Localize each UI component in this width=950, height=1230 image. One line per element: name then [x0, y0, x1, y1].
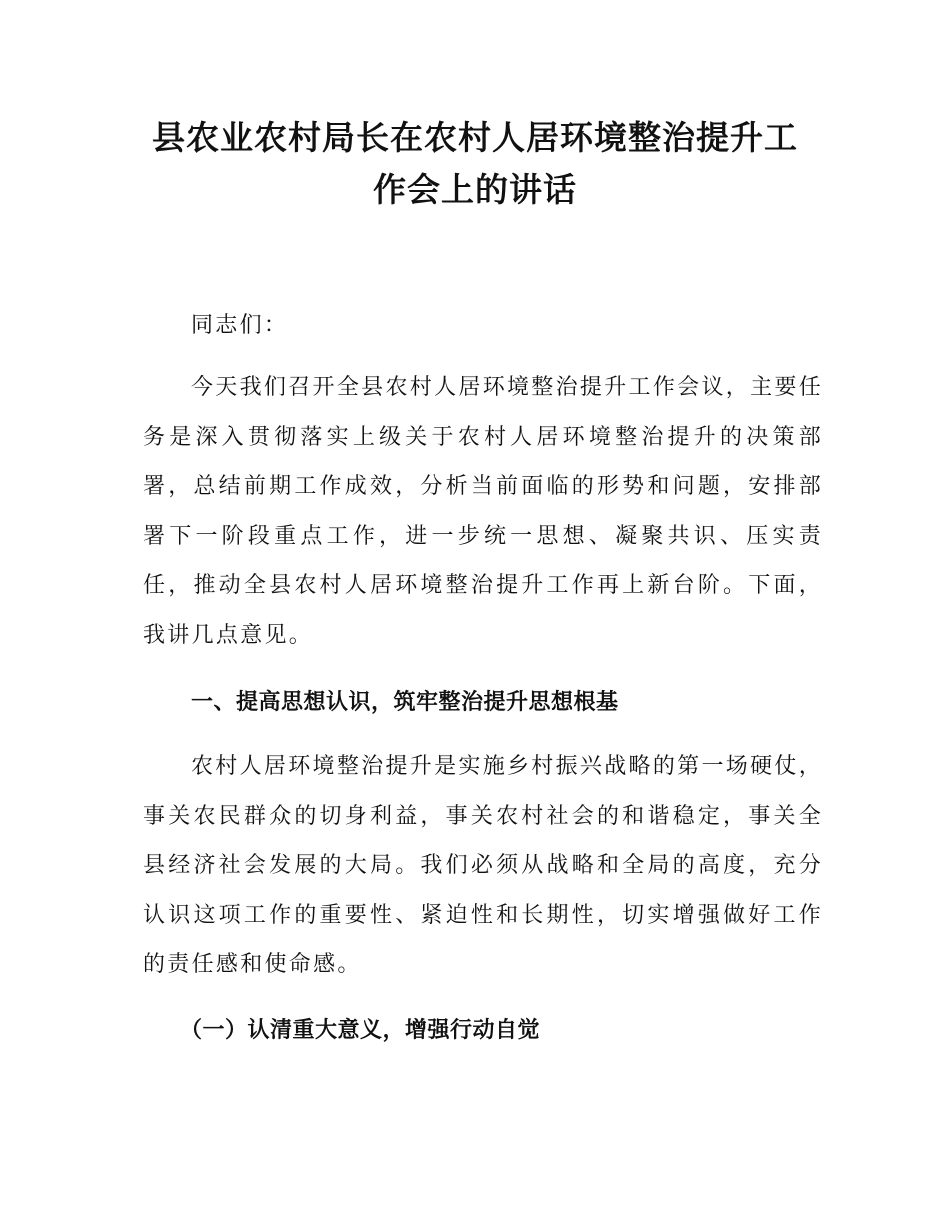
subsection-1-heading: （一）认清重大意义，增强行动自觉 [180, 1018, 541, 1043]
intro-paragraph: 今天我们召开全县农村人居环境整治提升工作会议，主要任务是深入贯彻落实上级关于农村人居环境整治提升的决策部署，总结前期工作成效，分析当前面临的形势和问题，安排部署下一阶段重点工作，进一步统一思想、凝聚共识、压实责任，推动全县农村人居环境整治提升工作再上新台阶。下面，我讲几点意见。 [143, 375, 823, 648]
section-1-heading: 一、提高思想认识，筑牢整治提升思想根基 [191, 690, 619, 715]
title-line-2: 作会上的讲话 [373, 170, 577, 209]
section-1-paragraph: 农村人居环境整治提升是实施乡村振兴战略的第一场硬仗，事关农民群众的切身利益，事关农村社会的和谐稳定，事关全县经济社会发展的大局。我们必须从战略和全局的高度，充分认识这项工作的重要性、紧迫性和长期性，切实增强做好工作的责任感和使命感。 [143, 754, 823, 977]
title-line-1: 县农业农村局长在农村人居环境整治提升工 [152, 118, 798, 157]
document-title [120, 112, 830, 216]
salutation: 同志们： [191, 313, 289, 338]
